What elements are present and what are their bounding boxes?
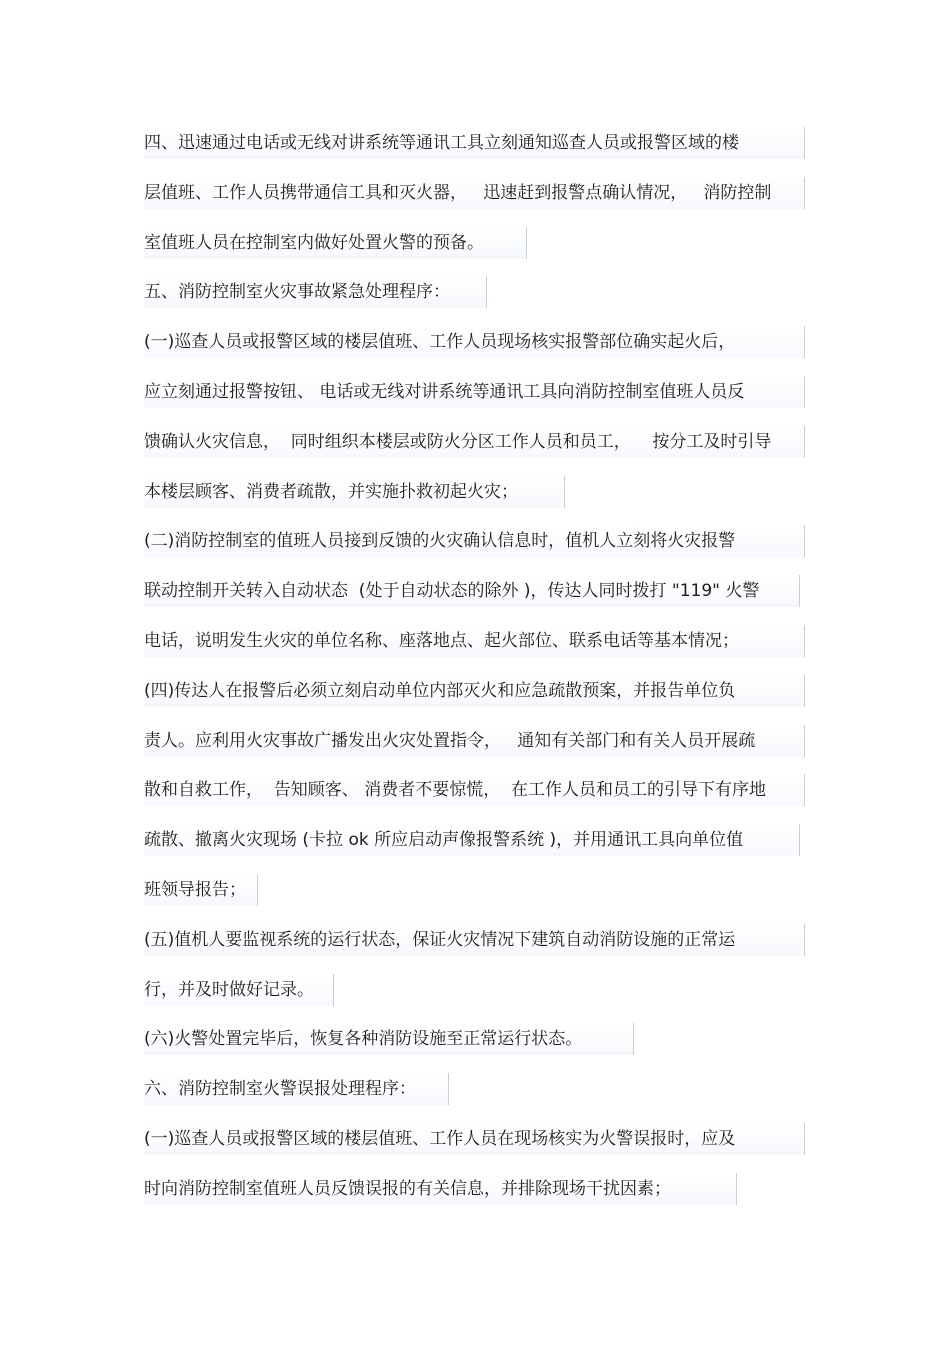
text-line-2: 层值班、工作人员携带通信工具和灭火器， 迅速赶到报警点确认情况， 消防控制 bbox=[144, 177, 805, 209]
text-line-3: 室值班人员在控制室内做好处置火警的预备。 bbox=[144, 227, 527, 259]
text-line-10: 联动控制开关转入自动状态 (处于自动状态的除外 )，传达人同时拨打 "119" 火警 bbox=[144, 575, 800, 607]
text-line-15: 疏散、撤离火灾现场 (卡拉 ok 所应启动声像报警系统 )，并用通讯工具向单位值 bbox=[144, 824, 800, 856]
text-line-17: (五)值机人要监视系统的运行状态，保证火灾情况下建筑自动消防设施的正常运 bbox=[144, 924, 805, 956]
text-line-7: 馈确认火灾信息， 同时组织本楼层或防火分区工作人员和员工， 按分工及时引导 bbox=[144, 426, 805, 458]
text-line-9: (二)消防控制室的值班人员接到反馈的火灾确认信息时，值机人立刻将火灾报警 bbox=[144, 525, 805, 557]
text-line-19: (六)火警处置完毕后，恢复各种消防设施至正常运行状态。 bbox=[144, 1023, 634, 1055]
text-line-5: (一)巡查人员或报警区域的楼层值班、工作人员现场核实报警部位确实起火后， bbox=[144, 326, 805, 358]
text-line-1: 四、迅速通过电话或无线对讲系统等通讯工具立刻通知巡查人员或报警区域的楼 bbox=[144, 127, 805, 159]
text-line-21: (一)巡查人员或报警区域的楼层值班、工作人员在现场核实为火警误报时，应及 bbox=[144, 1123, 805, 1155]
text-line-14: 散和自救工作， 告知顾客、 消费者不要惊慌， 在工作人员和员工的引导下有序地 bbox=[144, 774, 805, 806]
text-line-22: 时向消防控制室值班人员反馈误报的有关信息，并排除现场干扰因素； bbox=[144, 1173, 737, 1205]
text-line-18: 行，并及时做好记录。 bbox=[144, 974, 334, 1006]
text-line-12: (四)传达人在报警后必须立刻启动单位内部灭火和应急疏散预案，并报告单位负 bbox=[144, 675, 805, 707]
text-line-16: 班领导报告； bbox=[144, 874, 258, 906]
text-line-4: 五、消防控制室火灾事故紧急处理程序： bbox=[144, 276, 487, 308]
text-line-8: 本楼层顾客、消费者疏散，并实施扑救初起火灾； bbox=[144, 476, 565, 508]
text-line-13: 责人。应利用火灾事故广播发出火灾处置指令， 通知有关部门和有关人员开展疏 bbox=[144, 725, 805, 757]
text-line-20: 六、消防控制室火警误报处理程序： bbox=[144, 1073, 449, 1105]
text-line-6: 应立刻通过报警按钮、 电话或无线对讲系统等通讯工具向消防控制室值班人员反 bbox=[144, 376, 805, 408]
text-line-11: 电话，说明发生火灾的单位名称、座落地点、起火部位、联系电话等基本情况； bbox=[144, 625, 805, 657]
